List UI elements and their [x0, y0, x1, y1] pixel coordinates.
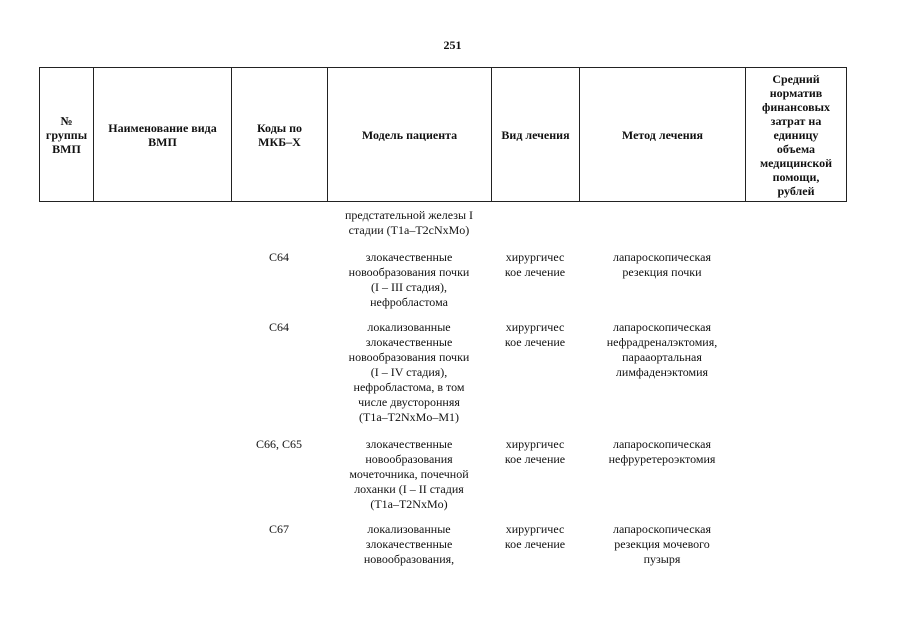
row-4-model: локализованные злокачественные новообразования, — [363, 522, 455, 566]
row-3-code: C66, C65 — [255, 437, 302, 451]
header-patient-model: Модель пациента — [328, 68, 492, 201]
row-0-model: предстательной железы I стадии (T1a–T2cNxMo) — [344, 208, 474, 237]
header-cost-norm: Средний норматив финансовых затрат на единицу объема медицинской помощи, рублей — [759, 71, 833, 198]
row-1-type: хирургичес кое лечение — [504, 250, 566, 279]
row-1-model: злокачественные новообразования почки (I – III стадия), нефробластома — [348, 250, 470, 309]
header-icd-codes: Коды по МКБ–X — [232, 68, 328, 201]
row-2-model: локализованные злокачественные новообразования почки (I – IV стадия), нефробластома, в том числе двусторонняя (T1a–T2NxMo–M1) — [348, 320, 470, 424]
row-1-method: лапароскопическая резекция почки — [612, 250, 712, 279]
row-4-type: хирургичес кое лечение — [504, 522, 566, 551]
page-number: 251 — [443, 38, 462, 52]
row-2-type: хирургичес кое лечение — [504, 320, 566, 349]
row-3-type: хирургичес кое лечение — [504, 437, 566, 466]
header-group-number: № группы ВМП — [40, 68, 94, 201]
row-4-code: C67 — [268, 522, 289, 536]
row-1-code: C64 — [268, 250, 289, 264]
row-2-code: C64 — [268, 320, 289, 334]
row-3-method: лапароскопическая нефруретероэктомия — [608, 437, 716, 466]
row-3-model: злокачественные новообразования мочеточника, почечной лоханки (I – II стадия (T1a–T2NxMo) — [349, 437, 469, 511]
row-2-method: лапароскопическая нефрадреналэктомия, парааортальная лимфаденэктомия — [606, 320, 718, 379]
table-header — [39, 67, 847, 202]
header-treatment-method: Метод лечения — [580, 68, 746, 201]
row-4-method: лапароскопическая резекция мочевого пузыря — [612, 522, 712, 566]
header-vmp-name: Наименование вида ВМП — [94, 68, 232, 201]
header-treatment-type: Вид лечения — [492, 68, 580, 201]
